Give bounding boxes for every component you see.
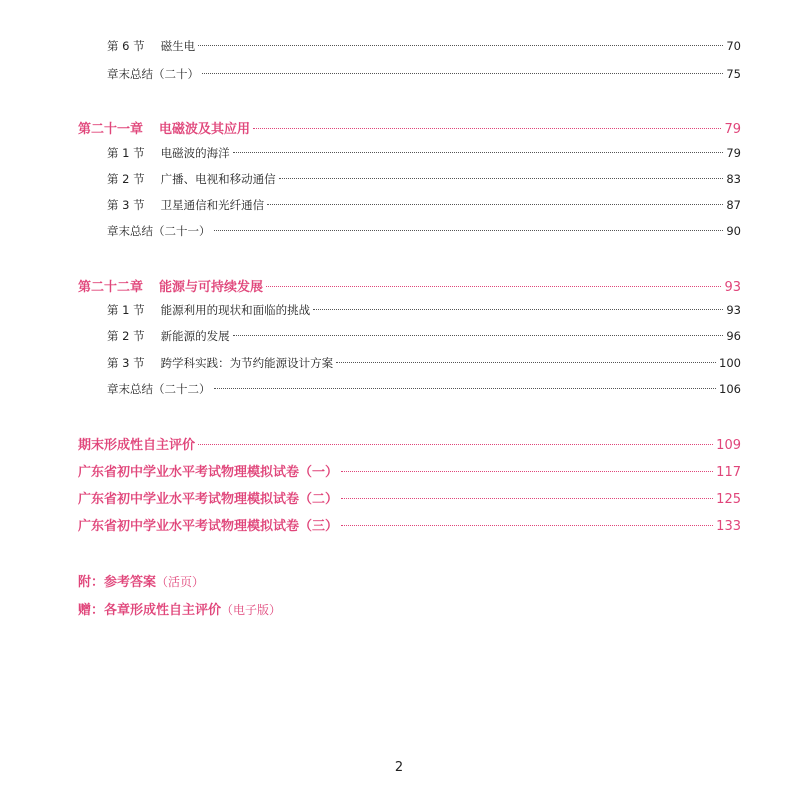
page-ref: 75: [726, 67, 741, 81]
page-ref: 83: [726, 172, 741, 186]
dot-leader: [313, 309, 723, 310]
dot-leader: [233, 152, 724, 153]
page-ref: 90: [726, 224, 741, 238]
toc-entry-assessment[interactable]: [78, 488, 741, 507]
assessment-title: 广东省初中学业水平考试物理模拟试卷（一）: [78, 465, 339, 480]
appendix-note: （活页）: [156, 575, 205, 589]
section-title: 新能源的发展: [160, 329, 230, 343]
section-number: 第 2 节: [107, 172, 145, 186]
toc-entry-chapter[interactable]: [78, 118, 741, 137]
page-ref: 93: [726, 303, 741, 317]
toc-gift[interactable]: [78, 599, 281, 618]
gift-note: （电子版）: [221, 603, 282, 617]
toc-entry-assessment[interactable]: [78, 434, 741, 453]
section-number: 第 1 节: [107, 146, 145, 160]
toc-entry-section[interactable]: [107, 302, 741, 318]
toc-entry-section[interactable]: [107, 171, 741, 187]
chapter-number: 第二十二章: [78, 280, 144, 295]
page-ref: 79: [724, 122, 741, 137]
toc-entry-section[interactable]: [107, 355, 741, 371]
dot-leader: [341, 498, 713, 499]
chapter-number: 第二十一章: [78, 122, 144, 137]
section-title: 卫星通信和光纤通信: [160, 198, 265, 212]
page-ref: 87: [726, 198, 741, 212]
dot-leader: [198, 444, 713, 445]
summary-title: 章末总结（二十）: [107, 67, 199, 81]
toc-entry-summary[interactable]: [107, 381, 741, 397]
page-ref: 125: [716, 492, 741, 507]
section-number: 第 2 节: [107, 329, 145, 343]
section-title: 跨学科实践：为节约能源设计方案: [160, 356, 334, 370]
toc-entry-section[interactable]: [107, 38, 741, 54]
page-ref: 106: [719, 382, 741, 396]
toc-entry-summary[interactable]: [107, 66, 741, 82]
section-title: 能源利用的现状和面临的挑战: [160, 303, 311, 317]
dot-leader: [253, 128, 721, 129]
page-number: 2: [394, 760, 404, 775]
section-number: 第 3 节: [107, 356, 145, 370]
assessment-title: 广东省初中学业水平考试物理模拟试卷（三）: [78, 519, 339, 534]
toc-entry-chapter[interactable]: [78, 276, 741, 295]
page-ref: 117: [716, 465, 741, 480]
summary-title: 章末总结（二十一）: [107, 224, 211, 238]
gift-label: 赠：各章形成性自主评价: [78, 603, 222, 618]
dot-leader: [341, 525, 713, 526]
toc-entry-assessment[interactable]: [78, 461, 741, 480]
toc-entry-section[interactable]: [107, 328, 741, 344]
page-ref: 109: [716, 438, 741, 453]
dot-leader: [198, 45, 723, 46]
dot-leader: [202, 73, 723, 74]
assessment-title: 期末形成性自主评价: [78, 438, 196, 453]
page-ref: 96: [726, 329, 741, 343]
dot-leader: [279, 178, 724, 179]
dot-leader: [267, 204, 723, 205]
section-number: 第 1 节: [107, 303, 145, 317]
assessment-title: 广东省初中学业水平考试物理模拟试卷（二）: [78, 492, 339, 507]
page-ref: 93: [724, 280, 741, 295]
chapter-title: 电磁波及其应用: [159, 122, 251, 137]
toc-appendix[interactable]: [78, 571, 204, 590]
dot-leader: [266, 286, 721, 287]
section-title: 广播、电视和移动通信: [160, 172, 276, 186]
dot-leader: [214, 388, 717, 389]
chapter-title: 能源与可持续发展: [159, 280, 264, 295]
page-ref: 133: [716, 519, 741, 534]
dot-leader: [341, 471, 713, 472]
dot-leader: [214, 230, 724, 231]
section-number: 第 3 节: [107, 198, 145, 212]
page-ref: 79: [726, 146, 741, 160]
section-title: 磁生电: [160, 39, 196, 53]
dot-leader: [336, 362, 716, 363]
toc-entry-section[interactable]: [107, 197, 741, 213]
page-ref: 70: [726, 39, 741, 53]
section-title: 电磁波的海洋: [160, 146, 230, 160]
toc-entry-assessment[interactable]: [78, 515, 741, 534]
toc-entry-summary[interactable]: [107, 223, 741, 239]
page-ref: 100: [719, 356, 741, 370]
section-number: 第 6 节: [107, 39, 145, 53]
dot-leader: [233, 335, 724, 336]
summary-title: 章末总结（二十二）: [107, 382, 211, 396]
appendix-label: 附：参考答案: [78, 575, 157, 590]
toc-entry-section[interactable]: [107, 145, 741, 161]
